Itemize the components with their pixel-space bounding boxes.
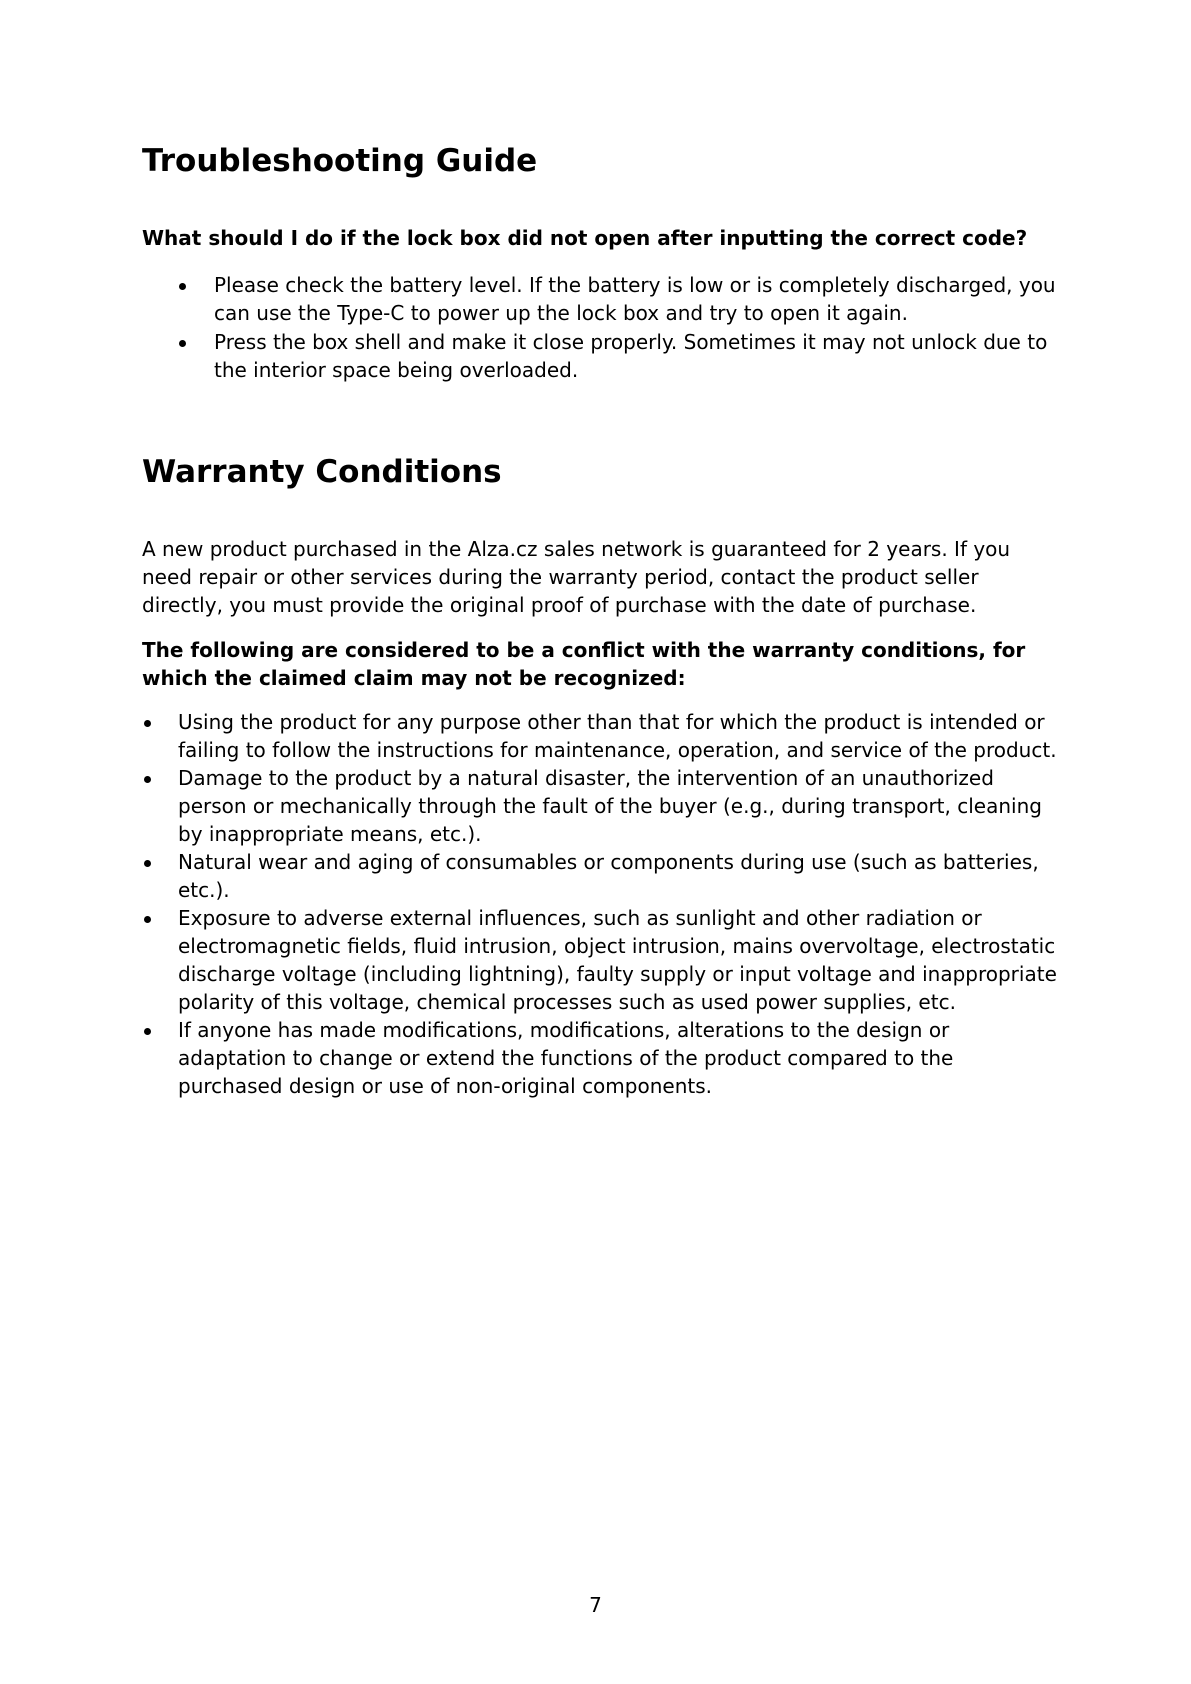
warranty-intro [142,535,1062,619]
list-item-line: Natural wear and aging of consumables or components during use (such as batteries, [178,850,1039,874]
bullet-icon [144,916,151,923]
list-item-line: electromagnetic fields, fluid intrusion, object intrusion, mains overvoltage, electrostatic [178,934,1056,958]
list-item-line: If anyone has made modifications, modifications, alterations to the design or [178,1018,950,1042]
list-item-line: purchased design or use of non-original components. [178,1074,712,1098]
troubleshooting-heading: Troubleshooting Guide [142,143,538,179]
bullet-icon [179,283,186,290]
paragraph-line: need repair or other services during the warranty period, contact the product seller [142,565,979,589]
list-item-line: Please check the battery level. If the battery is low or is completely discharged, you [214,273,1056,297]
list-item [178,848,1068,904]
bullet-icon [144,1028,151,1035]
list-item [178,904,1068,1016]
list-item-line: failing to follow the instructions for maintenance, operation, and service of the product. [178,738,1057,762]
warranty-conflict-heading [142,636,1062,692]
warranty-conditions-list [178,708,1068,1100]
paragraph-line: A new product purchased in the Alza.cz sales network is guaranteed for 2 years. If you [142,537,1011,561]
paragraph-line: directly, you must provide the original proof of purchase with the date of purchase. [142,593,977,617]
list-item [214,271,1074,327]
bullet-icon [144,860,151,867]
list-item [214,328,1074,384]
list-item [178,764,1068,848]
warranty-heading: Warranty Conditions [142,454,502,490]
bullet-icon [144,720,151,727]
list-item-line: can use the Type-C to power up the lock box and try to open it again. [214,301,908,325]
troubleshooting-list [214,271,1074,385]
bullet-icon [179,340,186,347]
troubleshooting-question: What should I do if the lock box did not open after inputting the correct code? [142,226,1028,250]
list-item-line: person or mechanically through the fault of the buyer (e.g., during transport, cleaning [178,794,1042,818]
paragraph-line: The following are considered to be a conflict with the warranty conditions, for [142,638,1026,662]
paragraph-line: which the claimed claim may not be recognized: [142,666,686,690]
list-item-line: Using the product for any purpose other than that for which the product is intended or [178,710,1045,734]
list-item-line: Exposure to adverse external influences, such as sunlight and other radiation or [178,906,982,930]
page-number: 7 [589,1593,602,1617]
list-item-line: Press the box shell and make it close properly. Sometimes it may not unlock due to [214,330,1048,354]
list-item-line: by inappropriate means, etc.). [178,822,482,846]
list-item-line: the interior space being overloaded. [214,358,579,382]
list-item-line: adaptation to change or extend the functions of the product compared to the [178,1046,954,1070]
list-item-line: Damage to the product by a natural disaster, the intervention of an unauthorized [178,766,994,790]
list-item-line: etc.). [178,878,230,902]
bullet-icon [144,776,151,783]
list-item-line: discharge voltage (including lightning), faulty supply or input voltage and inappropriate [178,962,1057,986]
list-item-line: polarity of this voltage, chemical processes such as used power supplies, etc. [178,990,956,1014]
list-item [178,708,1068,764]
list-item [178,1016,1068,1100]
